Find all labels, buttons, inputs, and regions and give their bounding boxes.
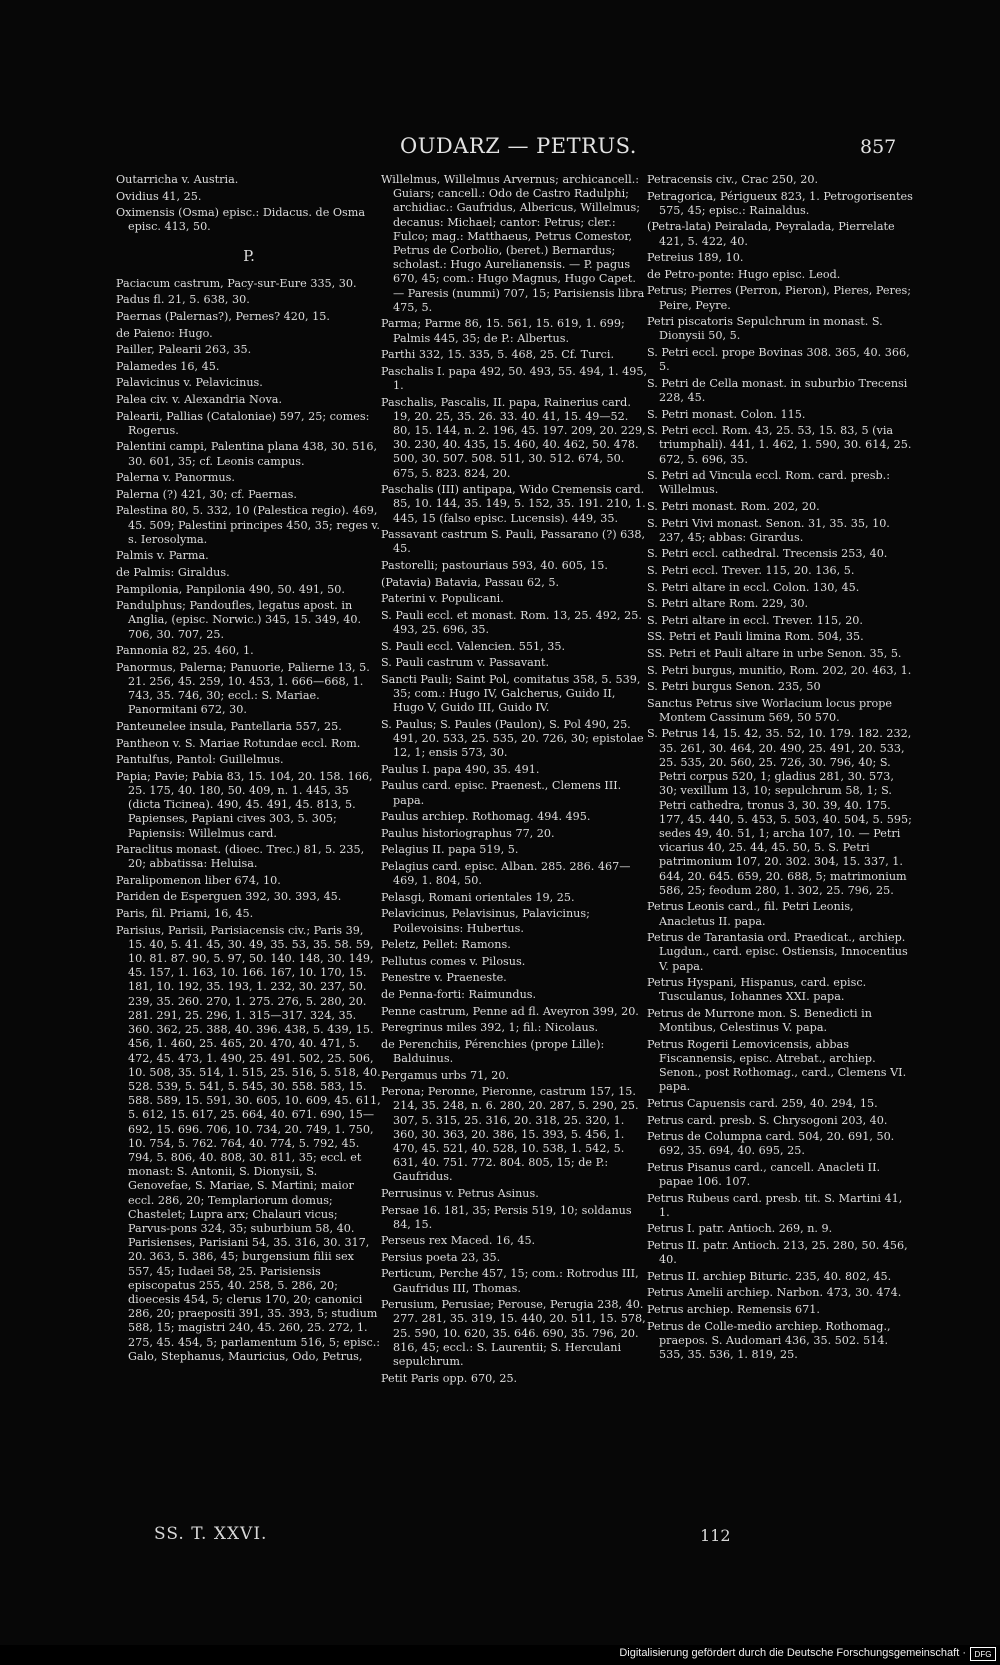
index-entry: Petit Paris opp. 670, 25.	[381, 1371, 518, 1385]
index-entry: Petrus de Murrone mon. S. Benedicti in Montibus, Celestinus V. papa.	[647, 1006, 872, 1035]
index-entry: Pastorelli; pastouriaus 593, 40. 605, 15.	[381, 559, 608, 573]
index-entry: Petrus de Columpna card. 504, 20. 691, 50. 692, 35. 694, 40. 695, 25.	[647, 1130, 895, 1158]
index-entry: Perticum, Perche 457, 15; com.: Rotrodus III, Gaufridus III, Thomas.	[381, 1267, 639, 1295]
index-entry: Palavicinus v. Pelavicinus.	[116, 376, 263, 390]
index-entry: Pampilonia, Panpilonia 490, 50. 491, 50.	[116, 582, 345, 596]
index-entry: Petrus Pisanus card., cancell. Anacleti II. papae 106. 107.	[647, 1160, 881, 1189]
index-entry: Pandulphus; Pandoufles, legatus apost. in Anglia, (episc. Norwic.) 345, 15. 349, 40. 706, 30. 707, 25.	[116, 599, 362, 641]
index-entry: Petrus de Colle-medio archiep. Rothomag., praepos. S. Audomari 436, 35. 502. 514. 535, 35. 536, 1. 819, 25.	[647, 1319, 891, 1362]
index-entry: Petrus card. presb. S. Chrysogoni 203, 40.	[647, 1113, 888, 1127]
index-entry: Persius poeta 23, 35.	[381, 1250, 501, 1264]
index-entry: Pergamus urbs 71, 20.	[381, 1068, 510, 1082]
index-entry: S. Petri eccl. Rom. 43, 25. 53, 15. 83, 5 (via triumphali). 441, 1. 462, 1. 590, 30. 614, 25. 672, 5. 696, 35.	[647, 424, 912, 466]
index-entry: Palerna (?) 421, 30; cf. Paernas.	[116, 487, 297, 501]
index-entry: S. Petri ad Vincula eccl. Rom. card. presb.: Willelmus.	[647, 469, 890, 497]
index-entry: Pailler, Palearii 263, 35.	[116, 343, 252, 357]
page-number: 857	[860, 136, 897, 158]
index-entry: S. Petri de Cella monast. in suburbio Trecensi 228, 45.	[647, 376, 908, 404]
index-entry: Palmis v. Parma.	[116, 549, 209, 563]
index-column-right	[647, 173, 913, 1365]
index-entry: S. Petri altare Rom. 229, 30.	[647, 597, 809, 611]
index-entry: Pannonia 82, 25. 460, 1.	[116, 644, 254, 658]
index-entry: Petrus Rubeus card. presb. tit. S. Martini 41, 1.	[647, 1191, 903, 1219]
index-entry: Pariden de Esperguen 392, 30. 393, 45.	[116, 890, 342, 904]
credit-bar	[0, 1645, 1000, 1665]
index-entry: Oximensis (Osma) episc.: Didacus. de Osma episc. 413, 50.	[116, 206, 366, 234]
index-column-left	[116, 173, 382, 1366]
index-entry: Penestre v. Praeneste.	[381, 971, 507, 985]
index-entry: Petracensis civ., Crac 250, 20.	[647, 173, 819, 186]
index-entry: Perseus rex Maced. 16, 45.	[381, 1234, 536, 1248]
signature-mark: SS. T. XXVI.	[154, 1524, 268, 1544]
index-entry: Persae 16. 181, 35; Persis 519, 10; soldanus 84, 15.	[381, 1203, 632, 1231]
index-entry: SS. Petri et Pauli altare in urbe Senon. 35, 5.	[647, 646, 902, 660]
index-entry: Outarricha v. Austria.	[116, 173, 239, 186]
index-entry: Palea civ. v. Alexandria Nova.	[116, 392, 283, 406]
index-entry: Petragorica, Périgueux 823, 1. Petrogorisentes 575, 45; episc.: Rainaldus.	[647, 189, 913, 217]
index-entry: Paulus historiographus 77, 20.	[381, 826, 555, 840]
index-entry: Perusium, Perusiae; Perouse, Perugia 238, 40. 277. 281, 35. 319, 15. 440, 20. 511, 15. 578, 25. 590, 10. 620, 35. 646. 690, 35. 796, 20. 816, 45; eccl.: S. Laurentii; S. Herculani sepulchrum.	[381, 1298, 646, 1369]
index-entry: Petrus Amelii archiep. Narbon. 473, 30. 474.	[647, 1286, 902, 1300]
index-entry: (Petra-lata) Peiralada, Peyralada, Pierrelate 421, 5. 422, 40.	[647, 220, 895, 248]
index-entry: Pelasgi, Romani orientales 19, 25.	[381, 890, 575, 904]
index-entry: SS. Petri et Pauli limina Rom. 504, 35.	[647, 630, 864, 644]
index-entry: Peletz, Pellet: Ramons.	[381, 938, 511, 952]
index-entry: Petrus Rogerii Lemovicensis, abbas Fiscannensis, episc. Atrebat., archiep. Senon., post Rothomag., card., Clemens VI. papa.	[647, 1037, 907, 1094]
index-entry: Petrus Hyspani, Hispanus, card. episc. Tusculanus, Iohannes XXI. papa.	[647, 976, 867, 1004]
index-entry: de Penna-forti: Raimundus.	[381, 987, 537, 1001]
funding-credit: Digitalisierung gefördert durch die Deutsche Forschungsgemeinschaft ·	[619, 1647, 966, 1659]
index-entry: S. Petri monast. Rom. 202, 20.	[647, 499, 820, 513]
index-entry: Petrus I. patr. Antioch. 269, n. 9.	[647, 1222, 833, 1236]
index-entry: Petrus de Tarantasia ord. Praedicat., archiep. Lugdun., card. episc. Ostiensis, Innocentius V. papa.	[647, 931, 908, 973]
index-entry: S. Petri eccl. Trever. 115, 20. 136, 5.	[647, 563, 855, 577]
index-entry: Sanctus Petrus sive Worlacium locus prope Montem Cassinum 569, 50 570.	[647, 696, 893, 724]
index-entry: Paraclitus monast. (dioec. Trec.) 81, 5. 235, 20; abbatissa: Heluisa.	[116, 843, 365, 871]
index-entry: Petrus Capuensis card. 259, 40. 294, 15.	[647, 1096, 878, 1110]
index-column-middle	[381, 173, 647, 1388]
index-entry: Petrus archiep. Remensis 671.	[647, 1303, 820, 1317]
index-entry: S. Petri burgus, munitio, Rom. 202, 20. 463, 1.	[647, 663, 912, 677]
index-entry: Paernas (Palernas?), Pernes? 420, 15.	[116, 309, 330, 323]
index-entry: Paschalis, Pascalis, II. papa, Rainerius card. 19, 20. 25, 35. 26. 33. 40. 41, 15. 49—52. 80, 15. 144, n. 2. 196, 45. 197. 209, 20. 229, 30. 230, 40. 435, 15. 460, 40. 462, 50. 478. 500, 30. 507. 508. 511, 30. 512. 674, 50. 675, 5. 823. 824, 20.	[381, 395, 646, 480]
index-entry: Parthi 332, 15. 335, 5. 468, 25. Cf. Turci.	[381, 348, 615, 362]
index-entry: Paciacum castrum, Pacy-sur-Eure 335, 30.	[116, 276, 357, 290]
index-entry: Paterini v. Populicani.	[381, 592, 504, 606]
index-entry: Petreius 189, 10.	[647, 251, 744, 265]
index-entry: Willelmus, Willelmus Arvernus; archicancell.: Guiars; cancell.: Odo de Castro Radulphi; archidiac.: Gaufridus, Albericus, Willelmus; decanus: Michael; cantor: Petrus; cler.: Fulco; mag.: Matthaeus, Petrus Comestor, Petrus de Corbolio, (beret.) Bernardus; scholast.: Hugo Aurelianensis. — P. pagus 670, 45; com.: Hugo Magnus, Hugo Capet. — Paresis (nummi) 707, 15; Parisiensis libra 475, 5.	[381, 173, 645, 314]
index-entry: Papia; Pavie; Pabia 83, 15. 104, 20. 158. 166, 25. 175, 40. 180, 50. 409, n. 1. 445, 35 (dicta Ticinea). 490, 45. 491, 45. 813, 5. Papienses, Papiani cives 303, 5. 305; Papiensis: Willelmus card.	[116, 769, 373, 840]
running-title: OUDARZ — PETRUS.	[400, 134, 637, 158]
index-entry: S. Petri altare in eccl. Trever. 115, 20.	[647, 613, 863, 627]
index-entry: Perona; Peronne, Pieronne, castrum 157, 15. 214, 35. 248, n. 6. 280, 20. 287, 5. 290, 25. 307, 5. 315, 25. 316, 20. 318, 25. 320, 1. 360, 30. 363, 20. 386, 15. 393, 5. 456, 1. 470, 45. 521, 40. 528, 10. 538, 1. 542, 5. 631, 40. 751. 772. 804. 805, 15; de P.: Gaufridus.	[381, 1085, 639, 1184]
index-entry: Paschalis I. papa 492, 50. 493, 55. 494, 1. 495, 1.	[381, 364, 648, 393]
index-entry: Paris, fil. Priami, 16, 45.	[116, 907, 254, 921]
index-entry: Petrus; Pierres (Perron, Pieron), Pieres, Peres; Peire, Peyre.	[647, 284, 912, 312]
index-entry: S. Petri altare in eccl. Colon. 130, 45.	[647, 580, 860, 594]
index-entry: Peregrinus miles 392, 1; fil.: Nicolaus.	[381, 1021, 599, 1035]
index-entry: S. Petri Vivi monast. Senon. 31, 35. 35, 10. 237, 45; abbas: Girardus.	[647, 516, 890, 544]
index-entry: de Paieno: Hugo.	[116, 326, 213, 340]
index-entry: Palearii, Pallias (Cataloniae) 597, 25; comes: Rogerus.	[116, 409, 370, 437]
index-entry: Petri piscatoris Sepulchrum in monast. S. Dionysii 50, 5.	[647, 315, 883, 343]
index-entry: Pelagius card. episc. Alban. 285. 286. 467—469, 1. 804, 50.	[381, 859, 631, 888]
index-entry: Penne castrum, Penne ad fl. Aveyron 399, 20.	[381, 1004, 639, 1018]
index-entry: S. Petri burgus Senon. 235, 50	[647, 680, 821, 694]
index-entry: Paschalis (III) antipapa, Wido Cremensis card. 85, 10. 144, 35. 149, 5. 152, 35. 191. 210, 1. 445, 15 (falso episc. Lucensis). 449, 35.	[381, 483, 646, 525]
sheet-number: 112	[700, 1526, 731, 1545]
index-entry: Parisius, Parisii, Parisiacensis civ.; Paris 39, 15. 40, 5. 41. 45, 30. 49, 35. 53, 35. 58. 59, 10. 81. 87. 90, 5. 97, 50. 140. 148, 30. 149, 45. 157, 1. 163, 10. 166. 167, 10. 170, 15. 181, 10. 192, 35. 193, 1. 232, 30. 237, 50. 239, 35. 260. 270, 1. 275. 276, 5. 280, 20. 281. 291, 25. 296, 1. 315—317. 324, 35. 360. 362, 25. 388, 40. 396. 438, 5. 439, 15. 456, 1. 460, 25. 465, 20. 470, 40. 471, 5. 472, 45. 473, 1. 490, 25. 491. 502, 25. 506, 10. 508, 35. 514, 1. 515, 25. 516, 5. 518, 40. 528. 539, 5. 541, 5. 545, 30. 558. 583, 15. 588. 589, 15. 591, 30. 605, 10. 609, 45. 611, 5. 612, 15. 617, 25. 664, 40. 671. 690, 15—692, 15. 696. 706, 10. 734, 20. 749, 1. 750, 10. 754, 5. 762. 764, 40. 774, 5. 792, 45. 794, 5. 806, 40. 808, 30. 811, 35; eccl. et monast: S. Antonii, S. Dionysii, S. Genovefae, S. Mariae, S. Martini; maior eccl. 286, 20; Templariorum domus; Chastelet; Lupra arx; Chalauri vicus; Parvus-pons 324, 35; suburbium 58, 40. Parisienses, Parisiani 54, 35. 316, 30. 317, 20. 363, 5. 386, 45; burgensium filii sex 557, 45; Iudaei 58, 25. Parisiensis episcopatus 255, 40. 258, 5. 286, 20; dioecesis 454, 5; clerus 170, 20; canonici 286, 20; praepositi 391, 35. 393, 5; studium 588, 15; magistri 240, 45. 260, 25. 272, 1. 275, 45. 454, 5; parlamentum 516, 5; episc.: Galo, Stephanus, Mauricius, Odo, Petrus,	[116, 923, 381, 1363]
index-entry: S. Petri monast. Colon. 115.	[647, 407, 806, 421]
index-entry: de Perenchiis, Pérenchies (prope Lille): Balduinus.	[381, 1037, 605, 1065]
index-entry: Palestina 80, 5. 332, 10 (Palestica regio). 469, 45. 509; Palestini principes 450, 35; reges v. s. Ierosolyma.	[116, 504, 380, 546]
index-entry: S. Pauli eccl. et monast. Rom. 13, 25. 492, 25. 493, 25. 696, 35.	[381, 608, 642, 636]
section-letter: P.	[243, 246, 255, 265]
index-entry: S. Petri eccl. cathedral. Trecensis 253, 40.	[647, 547, 888, 561]
index-entry: Ovidius 41, 25.	[116, 189, 202, 203]
index-entry: S. Pauli eccl. Valencien. 551, 35.	[381, 639, 565, 653]
index-entry: Palamedes 16, 45.	[116, 359, 220, 373]
index-entry: S. Petrus 14, 15. 42, 35. 52, 10. 179. 182. 232, 35. 261, 30. 464, 20. 490, 25. 491, 20. 533, 25. 535, 20. 560, 25. 726, 30. 796, 40; S. Petri corpus 520, 1; gladius 281, 30. 573, 30; vexillum 13, 10; sepulchrum 58, 1; S. Petri cathedra, tronus 3, 30. 39, 40. 175. 177, 45. 440, 5. 453, 5. 503, 40. 504, 5. 595; sedes 49, 40. 51, 1; archa 107, 10. — Petri vicarius 40, 25. 44, 45. 50, 5. S. Petri patrimonium 107, 20. 302. 304, 15. 337, 1. 644, 20. 645. 659, 20. 688, 5; matrimonium 586, 25; feodum 280, 1. 302, 25. 796, 25.	[647, 727, 912, 897]
index-entry: Pelavicinus, Pelavisinus, Palavicinus; Poilevoisins: Hubertus.	[381, 907, 590, 935]
index-entry: Paulus archiep. Rothomag. 494. 495.	[381, 810, 591, 824]
index-entry: S. Pauli castrum v. Passavant.	[381, 656, 550, 670]
index-entry: Parma; Parme 86, 15. 561, 15. 619, 1. 699; Palmis 445, 35; de P.: Albertus.	[381, 317, 625, 345]
index-entry: Petrus Leonis card., fil. Petri Leonis, Anacletus II. papa.	[647, 900, 854, 928]
index-entry: Paralipomenon liber 674, 10.	[116, 873, 281, 887]
index-entry: Pantheon v. S. Mariae Rotundae eccl. Rom.	[116, 736, 361, 750]
index-entry: Perrusinus v. Petrus Asinus.	[381, 1186, 539, 1200]
index-entry: Panteunelee insula, Pantellaria 557, 25.	[116, 719, 342, 733]
index-entry: Padus fl. 21, 5. 638, 30.	[116, 293, 250, 307]
index-entry: Passavant castrum S. Pauli, Passarano (?) 638, 45.	[381, 528, 646, 556]
index-entry: Petrus II. patr. Antioch. 213, 25. 280, 50. 456, 40.	[647, 1239, 908, 1267]
index-entry: Pelagius II. papa 519, 5.	[381, 843, 519, 857]
index-entry: S. Paulus; S. Paules (Paulon), S. Pol 490, 25. 491, 20. 533, 25. 535, 20. 726, 30; epistolae 12, 1; ensis 573, 30.	[381, 717, 644, 760]
index-entry: Palentini campi, Palentina plana 438, 30. 516, 30. 601, 35; cf. Leonis campus.	[116, 440, 378, 468]
index-entry: Sancti Pauli; Saint Pol, comitatus 358, 5. 539, 35; com.: Hugo IV, Galcherus, Guido II, Hugo V, Guido III, Guido IV.	[381, 672, 641, 715]
index-entry: Pantulfus, Pantol: Guillelmus.	[116, 753, 284, 767]
index-entry: de Petro-ponte: Hugo episc. Leod.	[647, 267, 841, 281]
index-entry: (Patavia) Batavia, Passau 62, 5.	[381, 575, 560, 589]
index-entry: S. Petri eccl. prope Bovinas 308. 365, 40. 366, 5.	[647, 345, 910, 374]
index-entry: Pellutus comes v. Pilosus.	[381, 954, 526, 968]
index-entry: Palerna v. Panormus.	[116, 471, 235, 485]
index-entry: Panormus, Palerna; Panuorie, Palierne 13, 5. 21. 256, 45. 259, 10. 453, 1. 666—668, 1. 743, 35. 746, 30; eccl.: S. Mariae. Panormitani 672, 30.	[116, 660, 370, 717]
index-entry: Petrus II. archiep Bituric. 235, 40. 802, 45.	[647, 1269, 892, 1283]
index-entry: Paulus card. episc. Praenest., Clemens III. papa.	[381, 779, 622, 807]
index-entry: Paulus I. papa 490, 35. 491.	[381, 762, 540, 776]
dfg-logo-icon: DFG	[970, 1647, 996, 1661]
index-entry: de Palmis: Giraldus.	[116, 565, 230, 579]
